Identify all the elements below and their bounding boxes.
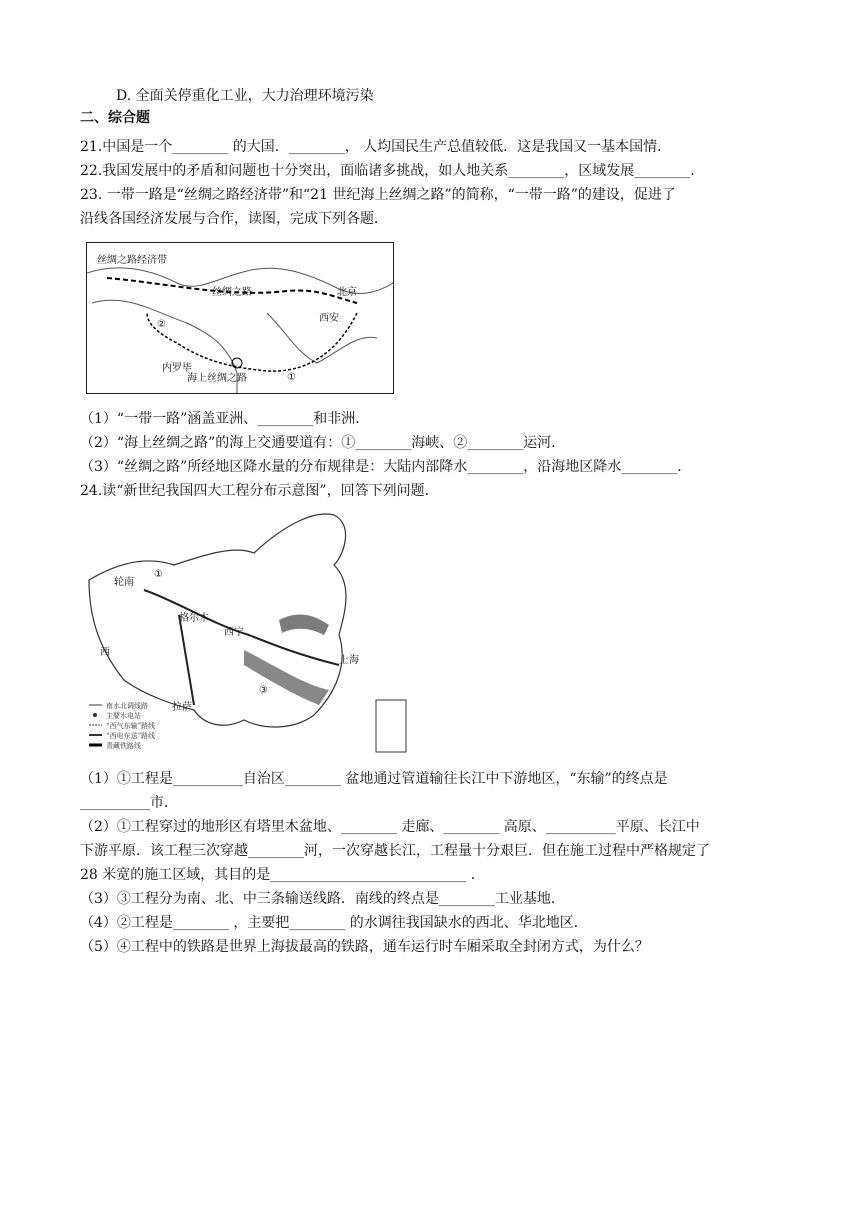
legend-1: 主要水电站 — [106, 712, 141, 720]
legend-4: 青藏铁路线 — [106, 742, 141, 750]
map2-label-xining: 西宁 — [224, 627, 244, 638]
q23-sub3: （3）“丝绸之路”所经地区降水量的分布规律是：大陆内部降水________，沿海地区降水________． — [80, 459, 692, 475]
map2-label-xi: 西 — [100, 647, 110, 658]
section-heading: 二、综合题 — [80, 110, 150, 126]
map1-label-xian: 西安 — [319, 313, 339, 324]
legend-3: “西电东送”路线 — [106, 732, 156, 740]
q24-sub1-cont: __________市． — [80, 795, 178, 811]
line-d: D. 全面关停重化工业，大力治理环境污染 — [116, 88, 374, 104]
question-23-cont: 沿线各国经济发展与合作，读图，完成下列各题． — [80, 211, 388, 227]
map1-label-beijing: 北京 — [337, 287, 357, 298]
map1-label-sea: 海上丝绸之路 — [187, 373, 247, 384]
belt-road-map — [86, 242, 394, 394]
legend-2: “西气东输”路线 — [106, 722, 156, 730]
map2-label-3: ③ — [259, 685, 268, 696]
map2-legend — [89, 701, 155, 750]
q24-sub1: （1）①工程是__________自治区________ 盆地通过管道输往长江中下游地区，“东输”的终点是 — [80, 771, 668, 787]
map1-label-nairobi: 内罗毕 — [162, 363, 192, 374]
map2-label-golmud: 格尔木 — [179, 613, 209, 624]
map2-label-lhasa: 拉萨 — [172, 702, 192, 713]
map1-label-silk: 丝绸之路 — [212, 287, 252, 298]
q24-sub2: （2）①工程穿过的地形区有塔里木盆地、________ 走廊、________ 高原、__________平原、长江中 — [80, 819, 700, 835]
map1-label-1: ① — [287, 372, 296, 383]
map2-label-shanghai: 上海 — [339, 655, 359, 666]
china-projects-map — [84, 505, 414, 758]
q24-sub2-cont: 下游平原．该工程三次穿越________河，一次穿越长江，工程量十分艰巨．但在施工过程中严格规定了 — [80, 843, 710, 859]
map1-label-belt: 丝绸之路经济带 — [97, 255, 167, 266]
q23-sub2: （2）“海上丝绸之路”的海上交通要道有：①________海峡、②________运河． — [80, 435, 566, 451]
question-21: 21.中国是一个________ 的大国．________， 人均国民生产总值较低．这是我国又一基本国情． — [80, 139, 672, 155]
map2-label-1: ① — [154, 569, 163, 580]
question-22: 22.我国发展中的矛盾和问题也十分突出，面临诸多挑战，如人地关系________，区域发展________． — [80, 163, 705, 179]
q24-sub2-cont2: 28 米宽的施工区域，其目的是____________________________ ． — [80, 867, 485, 883]
q24-sub3: （3）③工程分为南、北、中三条输送线路．南线的终点是________工业基地． — [80, 891, 565, 907]
question-23: 23. 一带一路是“丝绸之路经济带”和“21 世纪海上丝绸之路”的简称，“一带一路”的建设，促进了 — [80, 187, 676, 203]
q23-sub1: （1）“一带一路”涵盖亚洲、________和非洲． — [80, 411, 370, 427]
question-24: 24.读“新世纪我国四大工程分布示意图”，回答下列问题． — [80, 483, 439, 499]
q24-sub4: （4）②工程是________ ，主要把________ 的水调往我国缺水的西北、华北地区． — [80, 915, 588, 931]
map1-label-2: ② — [157, 319, 166, 330]
map2-label-lunnan: 轮南 — [114, 577, 134, 588]
legend-0: 南水北调线路 — [106, 702, 148, 710]
q24-sub5: （5）④工程中的铁路是世界上海拔最高的铁路，通车运行时车厢采取全封闭方式，为什么？ — [80, 939, 649, 955]
